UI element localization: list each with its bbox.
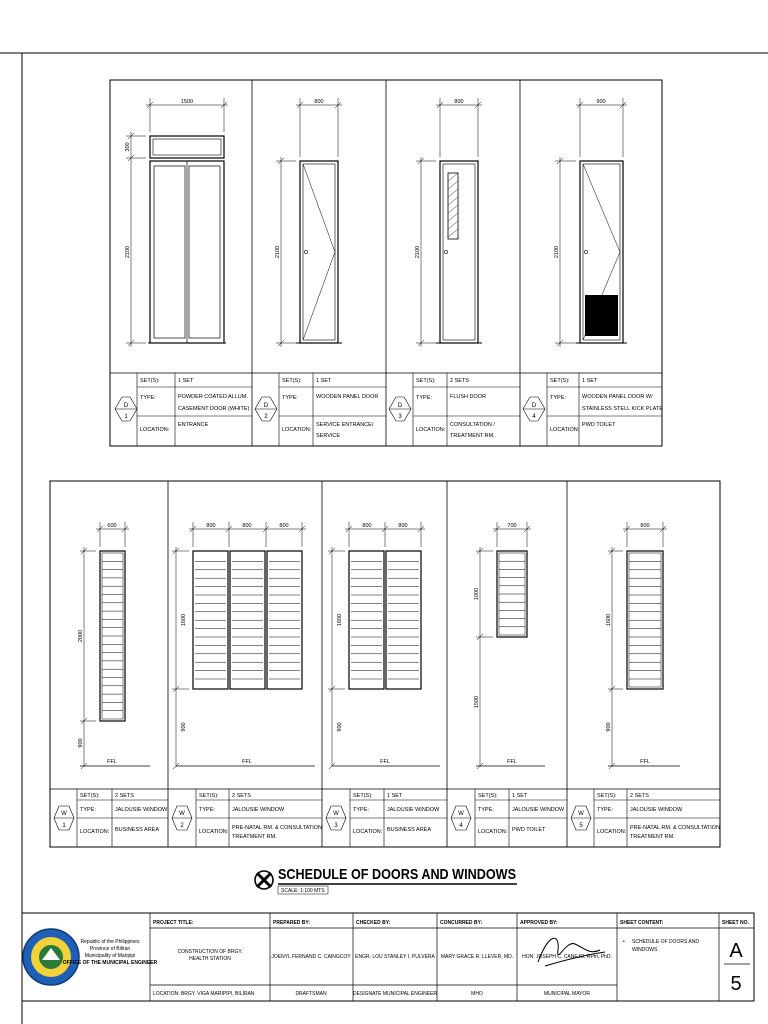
window-w4-dimensions — [476, 522, 531, 769]
window-w1-width-dim: 600 — [107, 523, 117, 529]
window-w1-sill-dim: 900 — [78, 738, 84, 748]
project-title-label: PROJECT TITLE: — [153, 920, 194, 926]
sheet-title-block — [255, 866, 517, 894]
door-d4-type: WOODEN PANEL DOOR W/ — [582, 394, 653, 400]
window-w5-location: PRE-NATAL RM. & CONSULTATION — [630, 825, 721, 831]
door-d2-sets: 1 SET — [316, 378, 332, 384]
sheet-letter: A — [729, 940, 743, 962]
checked-by-label: CHECKED BY: — [356, 920, 391, 926]
svg-text:TYPE:: TYPE: — [478, 807, 494, 813]
svg-text:TYPE:: TYPE: — [140, 395, 156, 401]
window-w4-mark-letter: W — [458, 811, 464, 817]
svg-text:SET(S):: SET(S): — [416, 378, 436, 384]
project-title-line-2: HEALTH STATION — [189, 956, 231, 962]
door-d1-schedule — [115, 373, 252, 446]
kick-plate — [585, 295, 618, 336]
office-line-2: Province of Biliran — [89, 946, 131, 952]
window-w2-location: PRE-NATAL RM. & CONSULTATION — [232, 825, 323, 831]
door-d1-elevation — [148, 136, 226, 343]
window-w1-dimensions — [80, 522, 129, 769]
window-w3-mark-letter: W — [333, 811, 339, 817]
svg-text:LOCATION:: LOCATION: — [140, 427, 170, 433]
window-w4-width-dim: 700 — [507, 523, 517, 529]
window-w4-type: JALOUSIE WINDOW — [512, 807, 565, 813]
window-w3-type: JALOUSIE WINDOW — [387, 807, 440, 813]
window-w1-height-dim: 2000 — [78, 629, 84, 643]
window-w1-schedule — [54, 789, 168, 847]
svg-text:TYPE:: TYPE: — [353, 807, 369, 813]
window-w1-elevation — [80, 551, 150, 766]
window-w5-sill-dim: 900 — [606, 722, 612, 732]
office-line-3: Municipality of Maripipi — [84, 953, 136, 959]
window-w3-schedule — [326, 789, 447, 847]
door-d4-location: PWD TOILET — [582, 422, 616, 428]
svg-text:TREATMENT RM.: TREATMENT RM. — [450, 433, 495, 439]
door-d2-type: WOODEN PANEL DOOR — [316, 394, 379, 400]
door-d3-height-dim: 2100 — [415, 245, 421, 259]
door-d1-mark-letter: D — [123, 403, 129, 409]
window-w4-schedule — [451, 789, 567, 847]
window-w5-schedule — [571, 789, 720, 847]
section-marker-icon — [255, 871, 273, 889]
svg-text:TYPE:: TYPE: — [597, 807, 613, 813]
window-w2-width-dim-3: 800 — [279, 523, 289, 529]
doors-section — [110, 80, 663, 446]
window-w2-ffl: FFL — [242, 759, 252, 765]
window-w1-location: BUSINESS AREA — [115, 827, 160, 833]
svg-text:STAINLESS STELL KICK PLATE: STAINLESS STELL KICK PLATE — [582, 406, 663, 412]
svg-text:TYPE:: TYPE: — [199, 807, 215, 813]
door-d4-mark-number: 4 — [532, 414, 536, 420]
window-w5-mark-number: 5 — [579, 823, 583, 829]
prepared-by-name: JOENYL FERNAND C. CAINGCOY — [271, 954, 351, 960]
window-w4-height-dim: 1000 — [474, 587, 480, 601]
door-d3-elevation — [436, 161, 482, 343]
window-w3-width-dim-1: 800 — [362, 523, 372, 529]
window-w4-location: PWD TOILET — [512, 827, 546, 833]
window-w4-sill-dim: 1500 — [474, 695, 480, 709]
svg-text:SERVICE: SERVICE — [316, 433, 341, 439]
window-w5-type: JALOUSIE WINDOW — [630, 807, 683, 813]
svg-text:SET(S):: SET(S): — [199, 793, 219, 799]
window-w1-mark-number: 1 — [62, 823, 66, 829]
sheet-content-line-2: WINDOWS — [632, 947, 658, 953]
office-line-4: OFFICE OF THE MUNICIPAL ENGINEER — [62, 960, 158, 966]
door-d1-sets: 1 SET — [178, 378, 194, 384]
svg-text:TYPE:: TYPE: — [416, 395, 432, 401]
svg-text:TREATMENT RM.: TREATMENT RM. — [232, 834, 277, 840]
svg-text:SET(S):: SET(S): — [282, 378, 302, 384]
door-d4-elevation — [576, 161, 627, 343]
door-d3-mark-number: 3 — [398, 414, 402, 420]
checked-by-name: ENGR. LOU STANLEY I. PULVERA — [355, 954, 435, 960]
project-location: LOCATION: BRGY. VIGA MARIPIPI, BILIRAN — [153, 991, 255, 997]
svg-text:CASEMENT DOOR (WHITE): CASEMENT DOOR (WHITE) — [178, 406, 250, 412]
window-w5-sets: 2 SETS — [630, 793, 649, 799]
sheet-no-label: SHEET NO. — [722, 920, 749, 926]
office-line-1: Republic of the Philippines — [80, 939, 140, 945]
window-w1-mark-letter: W — [61, 811, 67, 817]
door-d2-dimensions — [276, 98, 342, 347]
windows-section — [50, 481, 720, 847]
door-d3-width-dim: 800 — [454, 99, 464, 105]
title-block — [22, 913, 754, 1001]
door-d1-width-dim: 1500 — [180, 99, 194, 105]
door-d2-location: SERVICE ENTRANCE/ — [316, 422, 374, 428]
svg-text:SET(S):: SET(S): — [140, 378, 160, 384]
concurred-by-label: CONCURRED BY: — [440, 920, 483, 926]
door-d1-transom-dim: 300 — [125, 142, 131, 152]
svg-text:SET(S):: SET(S): — [550, 378, 570, 384]
window-w1-ffl: FFL — [107, 759, 117, 765]
svg-text:LOCATION:: LOCATION: — [199, 829, 229, 835]
door-d4-schedule — [523, 373, 663, 446]
window-w2-sets: 2 SETS — [232, 793, 251, 799]
window-w2-mark-letter: W — [179, 811, 185, 817]
door-d2-schedule — [255, 373, 386, 446]
municipal-seal-icon — [23, 929, 79, 985]
window-w3-height-dim: 1600 — [337, 613, 343, 627]
svg-text:LOCATION:: LOCATION: — [550, 427, 580, 433]
door-d1-mark-number: 1 — [124, 414, 128, 420]
window-w5-mark-letter: W — [578, 811, 584, 817]
window-w4-mark-number: 4 — [459, 823, 463, 829]
svg-text:LOCATION:: LOCATION: — [80, 829, 110, 835]
checked-by-role: DESIGNATE MUNICIPAL ENGINEER — [352, 991, 438, 997]
svg-text:LOCATION:: LOCATION: — [282, 427, 312, 433]
door-d3-location: CONSULTATION / — [450, 422, 495, 428]
approved-by-label: APPROVED BY: — [520, 920, 558, 926]
door-d3-dimensions — [416, 98, 482, 347]
door-d2-mark-number: 2 — [264, 414, 268, 420]
sheet-content-label: SHEET CONTENT: — [620, 920, 664, 926]
door-d3-sets: 2 SETS — [450, 378, 469, 384]
svg-text:TREATMENT RM.: TREATMENT RM. — [630, 834, 675, 840]
window-w3-sets: 1 SET — [387, 793, 403, 799]
window-w3-mark-number: 3 — [334, 823, 338, 829]
door-d4-mark-letter: D — [531, 403, 537, 409]
svg-text:TYPE:: TYPE: — [80, 807, 96, 813]
window-w4-elevation — [476, 551, 545, 766]
door-d4-width-dim: 900 — [596, 99, 606, 105]
approved-by-name: HON. JOSEPH C. CANEJO, RPm, PhD. — [522, 954, 612, 960]
window-w2-mark-number: 2 — [180, 823, 184, 829]
door-d1-location: ENTRANCE — [178, 422, 209, 428]
window-w2-height-dim: 1600 — [181, 613, 187, 627]
window-w4-sets: 1 SET — [512, 793, 528, 799]
door-d1-type: POWDER COATED ALLUM. — [178, 394, 248, 400]
window-w5-width-dim: 800 — [640, 523, 650, 529]
sheet-content-bullet: • — [623, 939, 625, 945]
sheet-number: 5 — [730, 973, 742, 995]
svg-text:LOCATION:: LOCATION: — [597, 829, 627, 835]
door-d4-sets: 1 SET — [582, 378, 598, 384]
window-w5-height-dim: 1600 — [606, 613, 612, 627]
window-w2-elevation — [176, 551, 315, 766]
window-w2-type: JALOUSIE WINDOW — [232, 807, 285, 813]
approved-by-role: MUNICIPAL MAYOR — [543, 991, 591, 997]
window-w3-sill-dim: 900 — [337, 722, 343, 732]
concurred-by-name: MARY GRACE R. LLEVER, MD. — [440, 954, 514, 960]
window-w4-ffl: FFL — [507, 759, 517, 765]
window-w3-location: BUSINESS AREA — [387, 827, 432, 833]
door-d2-elevation — [296, 161, 342, 343]
sheet-scale: SCALE: 1:100 MTS — [281, 888, 325, 894]
svg-text:LOCATION:: LOCATION: — [353, 829, 383, 835]
window-w3-elevation — [332, 551, 440, 766]
window-w2-width-dim-2: 800 — [242, 523, 252, 529]
window-w1-sets: 2 SETS — [115, 793, 134, 799]
window-w5-elevation — [608, 551, 680, 766]
svg-text:SET(S):: SET(S): — [478, 793, 498, 799]
svg-text:SET(S):: SET(S): — [597, 793, 617, 799]
door-d3-type: FLUSH DOOR — [450, 394, 487, 400]
prepared-by-role: DRAFTSMAN — [295, 991, 327, 997]
window-w1-type: JALOUSIE WINDOW — [115, 807, 168, 813]
svg-text:LOCATION:: LOCATION: — [416, 427, 446, 433]
window-w2-width-dim-1: 800 — [206, 523, 216, 529]
window-w2-schedule — [172, 789, 322, 847]
door-d3-mark-letter: D — [397, 403, 403, 409]
svg-text:LOCATION:: LOCATION: — [478, 829, 508, 835]
concurred-by-role: MHO — [471, 991, 483, 997]
door-d1-dimensions — [126, 98, 228, 347]
svg-text:TYPE:: TYPE: — [550, 395, 566, 401]
door-d2-width-dim: 800 — [314, 99, 324, 105]
svg-text:TYPE:: TYPE: — [282, 395, 298, 401]
svg-text:SET(S):: SET(S): — [353, 793, 373, 799]
project-title-line-1: CONSTRUCTION OF BRGY. — [177, 949, 243, 955]
door-d3-schedule — [389, 373, 520, 446]
signature-mark — [538, 938, 605, 966]
svg-text:SET(S):: SET(S): — [80, 793, 100, 799]
door-d2-mark-letter: D — [263, 403, 269, 409]
prepared-by-label: PREPARED BY: — [273, 920, 311, 926]
window-w2-sill-dim: 900 — [181, 722, 187, 732]
door-d1-height-dim: 2100 — [125, 245, 131, 259]
window-w5-ffl: FFL — [640, 759, 650, 765]
door-d2-height-dim: 2100 — [275, 245, 281, 259]
sheet-title: SCHEDULE OF DOORS AND WINDOWS — [278, 866, 516, 883]
window-w3-ffl: FFL — [380, 759, 390, 765]
window-w3-width-dim-2: 800 — [398, 523, 408, 529]
door-d4-height-dim: 2100 — [554, 245, 560, 259]
sheet-content-line-1: SCHEDULE OF DOORS AND — [632, 939, 699, 945]
